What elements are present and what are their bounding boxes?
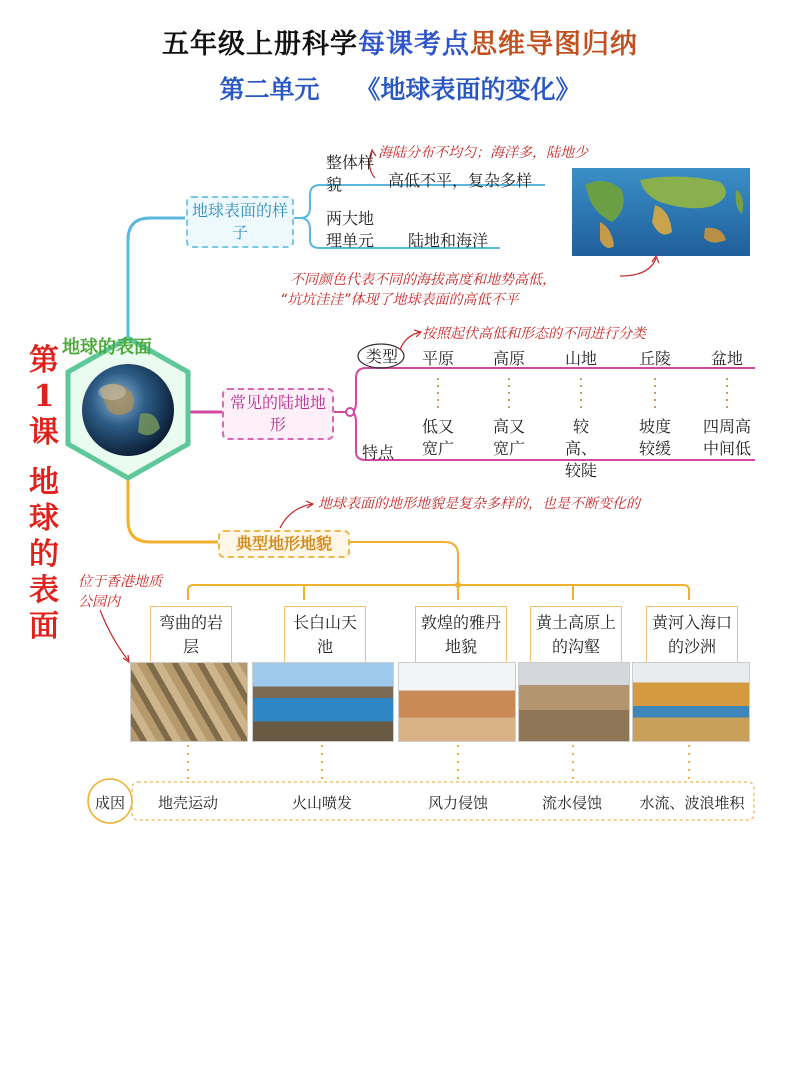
landform-type: 山地 bbox=[564, 349, 597, 368]
photo-yardang bbox=[398, 662, 516, 742]
item-two-units: 两大地理单元 bbox=[326, 209, 375, 250]
unit-name: 《地球表面的变化》 bbox=[355, 75, 581, 104]
title-part1: 五年级上册科学 bbox=[162, 29, 358, 60]
note-colors-2: “坑坑洼洼”体现了地球表面的高低不平 bbox=[280, 292, 519, 308]
type-label: 类型 bbox=[365, 347, 398, 366]
landform-name: 黄河入海口的沙洲 bbox=[646, 606, 738, 664]
note-classify: 按照起伏高低和形态的不同进行分类 bbox=[422, 326, 646, 342]
landform-feature: 低又宽广 bbox=[421, 417, 454, 458]
world-map-image bbox=[572, 168, 750, 256]
branch-landforms: 常见的陆地地形 bbox=[222, 388, 334, 440]
unit-number: 第二单元 bbox=[219, 75, 320, 104]
lesson-char: 1 bbox=[33, 379, 55, 414]
lesson-char: 第 bbox=[29, 343, 59, 378]
note-colors-1: 不同颜色代表不同的海拔高度和地势高低， bbox=[290, 272, 556, 288]
photo-folded-rock bbox=[130, 662, 248, 742]
landform-name: 弯曲的岩层 bbox=[150, 606, 232, 664]
landform-feature: 坡度较缓 bbox=[638, 417, 671, 458]
feature-label: 特点 bbox=[362, 443, 395, 462]
landform-feature: 较高、较陡 bbox=[564, 417, 597, 480]
landform-type: 丘陵 bbox=[638, 349, 671, 368]
landform-type: 平原 bbox=[421, 349, 454, 368]
landform-feature: 高又宽广 bbox=[492, 417, 525, 458]
landform-name: 敦煌的雅丹地貌 bbox=[415, 606, 507, 664]
lesson-char: 地 bbox=[29, 465, 59, 500]
cause-item: 水流、波浪堆积 bbox=[639, 794, 745, 812]
lesson-char: 的 bbox=[29, 537, 59, 572]
lesson-char: 课 bbox=[29, 415, 59, 450]
note-sea-land: 海陆分布不均匀；海洋多，陆地少 bbox=[378, 145, 588, 161]
landform-name: 黄土高原上的沟壑 bbox=[530, 606, 622, 664]
landform-type: 高原 bbox=[492, 349, 525, 368]
cause-item: 流水侵蚀 bbox=[541, 794, 602, 812]
lesson-char: 球 bbox=[29, 501, 59, 536]
photo-tianchi bbox=[252, 662, 394, 742]
cause-item: 火山喷发 bbox=[291, 794, 352, 812]
lesson-char: 表 bbox=[29, 573, 59, 608]
landform-type: 盆地 bbox=[710, 349, 743, 368]
item-two-units-value: 陆地和海洋 bbox=[408, 231, 489, 250]
cause-item: 风力侵蚀 bbox=[427, 794, 488, 812]
branch-appearance: 地球表面的样子 bbox=[186, 196, 294, 248]
cause-label: 成因 bbox=[94, 794, 125, 812]
note-hongkong: 位于香港地质公园内 bbox=[78, 574, 162, 610]
landform-name: 长白山天池 bbox=[284, 606, 366, 664]
branch-typical-landforms: 典型地形地貌 bbox=[218, 530, 350, 558]
item-overall-look: 整体样貌 bbox=[326, 153, 375, 194]
photo-river-delta bbox=[632, 662, 750, 742]
cause-item: 地壳运动 bbox=[157, 794, 218, 812]
center-topic-label: 地球的表面 bbox=[62, 337, 152, 358]
lesson-char: 面 bbox=[29, 609, 59, 644]
title-part2: 每课考点 bbox=[358, 29, 470, 60]
title-part3: 思维导图归纳 bbox=[470, 29, 638, 60]
landform-feature: 四周高中间低 bbox=[702, 417, 751, 458]
photo-loess-gully bbox=[518, 662, 630, 742]
note-changing: 地球表面的地形地貌是复杂多样的，也是不断变化的 bbox=[318, 496, 640, 512]
item-overall-look-value: 高低不平，复杂多样 bbox=[388, 171, 533, 190]
